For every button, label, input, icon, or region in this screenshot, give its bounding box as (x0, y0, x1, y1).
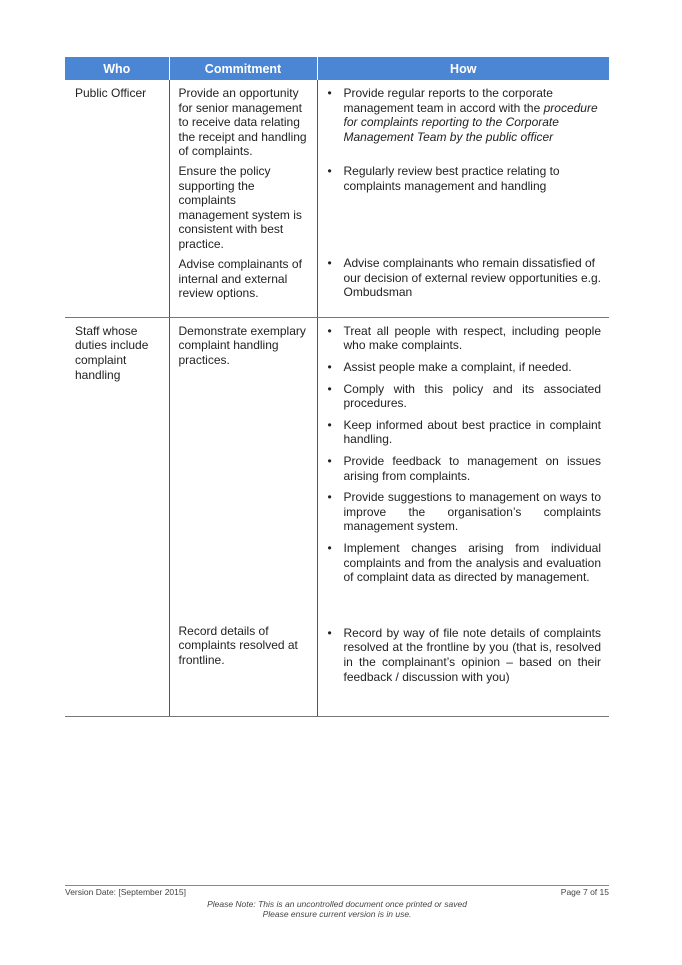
who-label: Public Officer (75, 86, 147, 100)
commitment-text: Record details of complaints resolved at frontline. (178, 623, 298, 667)
how-list (327, 324, 602, 626)
commitment-cell (169, 80, 317, 317)
table-row-public-officer (65, 80, 609, 317)
list-item: • Treat all people with respect, including people who make complaints. (327, 324, 602, 353)
list-item: • Comply with this policy and its associated procedures. (327, 382, 602, 411)
page-number: Page 7 of 15 (560, 887, 609, 897)
list-item: • Record by way of file note details of complaints resolved at the frontline by you (that is, resolved in the complainant’s opinion – based on their feedback / discussion with you) (327, 626, 602, 684)
footer-divider (65, 885, 609, 886)
list-item: • Provide regular reports to the corporate management team in accord with the procedure for complaints reporting to the Corporate Management Team by the public officer (327, 86, 602, 152)
header-commitment: Commitment (169, 57, 317, 80)
who-cell (65, 317, 169, 716)
list-item: • Implement changes arising from individual complaints and from the analysis and evaluation of complaint data as directed by management. (327, 541, 602, 585)
commitment-text: Demonstrate exemplary complaint handling practices. (178, 323, 306, 367)
how-cell (317, 80, 609, 317)
table-row-staff (65, 317, 609, 716)
commitment-text: Provide an opportunity for senior management to receive data relating the receipt and handling of complaints. (178, 86, 307, 159)
how-list (327, 86, 602, 300)
responsibilities-table-wrapper (65, 57, 609, 717)
how-list (327, 626, 602, 684)
who-label: Staff whose duties include complaint handling (75, 323, 149, 382)
list-item: • Provide suggestions to management on ways to improve the organisation’s complaints management system. (327, 490, 602, 534)
responsibilities-table (65, 57, 609, 717)
list-item: • Assist people make a complaint, if needed. (327, 360, 602, 375)
who-cell (65, 80, 169, 317)
uncontrolled-note: Please Note: This is an uncontrolled document once printed or saved (207, 899, 467, 909)
current-version-note: Please ensure current version is in use. (262, 909, 412, 919)
list-item: • Keep informed about best practice in complaint handling. (327, 418, 602, 447)
how-cell (317, 317, 609, 716)
header-who: Who (65, 57, 169, 80)
list-item: • Provide feedback to management on issues arising from complaints. (327, 454, 602, 483)
table-header-row (65, 57, 609, 80)
version-date: Version Date: [September 2015] (65, 887, 186, 897)
header-how: How (317, 57, 609, 80)
commitment-cell (169, 317, 317, 716)
commitment-text: Advise complainants of internal and external review options. (178, 257, 302, 301)
list-item: • Advise complainants who remain dissatisfied of our decision of external review opportunities e.g. Ombudsman (327, 256, 602, 300)
commitment-text: Ensure the policy supporting the complaints management system is consistent with best practice. (178, 164, 302, 251)
list-item: • Regularly review best practice relating to complaints management and handling (327, 164, 602, 244)
